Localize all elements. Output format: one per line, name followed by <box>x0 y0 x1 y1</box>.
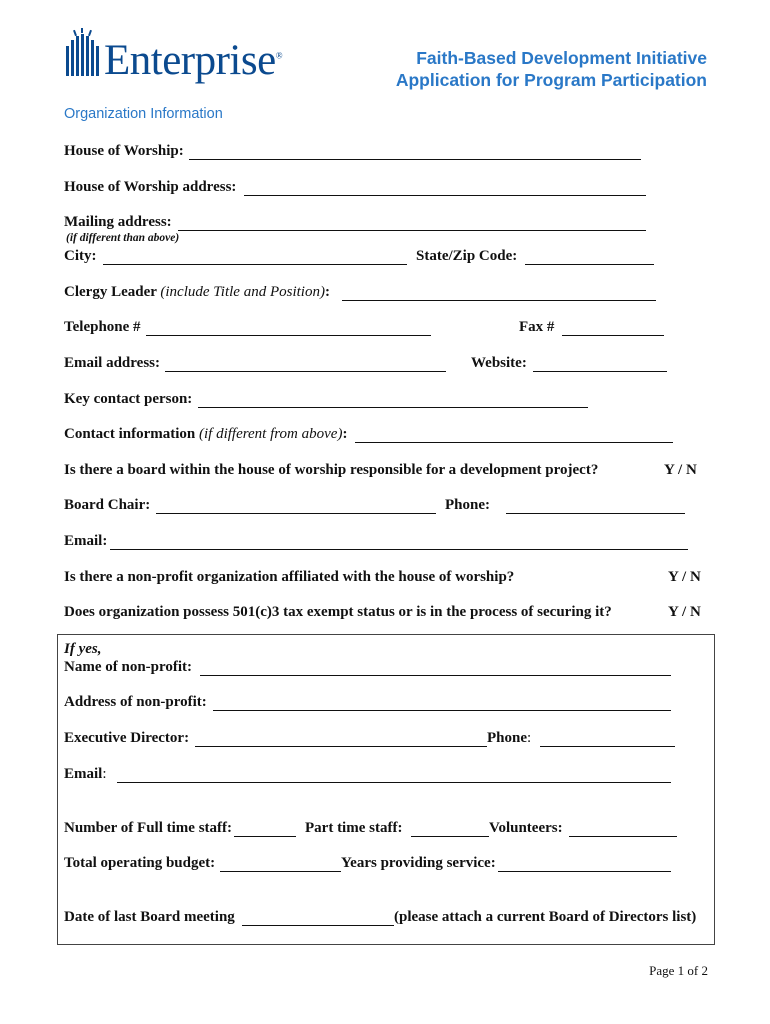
nonprofit-name-field[interactable] <box>200 659 671 676</box>
board-chair-label: Board Chair: <box>64 497 151 513</box>
board-yes-no[interactable]: Y / N <box>664 462 697 478</box>
logo-wordmark: Enterprise® <box>104 37 283 84</box>
executive-director-field[interactable] <box>195 730 487 747</box>
board-phone-label: Phone: <box>445 497 490 513</box>
sunburst-logo-icon <box>64 28 104 80</box>
tax-exempt-yes-no[interactable]: Y / N <box>668 604 701 620</box>
nonprofit-question: Is there a non-profit organization affiliated with the house of worship? <box>64 569 515 585</box>
operating-budget-label: Total operating budget: <box>64 855 216 871</box>
board-chair-field[interactable] <box>156 497 436 514</box>
board-meeting-note: (please attach a current Board of Directors list) <box>394 909 697 925</box>
years-service-label: Years providing service: <box>341 855 496 871</box>
nonprofit-address-field[interactable] <box>213 694 671 711</box>
email-address-field[interactable] <box>165 355 446 372</box>
mailing-address-label: Mailing address: <box>64 214 172 230</box>
website-label: Website: <box>471 355 527 371</box>
nonprofit-name-label: Name of non-profit: <box>64 659 193 675</box>
part-time-staff-label: Part time staff: <box>305 820 403 836</box>
clergy-leader-field[interactable] <box>342 284 656 301</box>
fax-label: Fax # <box>519 319 555 335</box>
board-question: Is there a board within the house of worship responsible for a development project? <box>64 462 599 478</box>
board-meeting-label: Date of last Board meeting <box>64 909 235 925</box>
board-meeting-field[interactable] <box>242 909 394 926</box>
volunteers-field[interactable] <box>569 820 677 837</box>
state-zip-field[interactable] <box>525 248 654 265</box>
state-zip-label: State/Zip Code: <box>416 248 518 264</box>
key-contact-field[interactable] <box>198 391 588 408</box>
house-of-worship-field[interactable] <box>189 143 641 160</box>
volunteers-label: Volunteers: <box>489 820 563 836</box>
page-number: Page 1 of 2 <box>649 963 708 978</box>
website-field[interactable] <box>533 355 667 372</box>
mailing-address-note: (if different than above) <box>66 232 180 244</box>
form-title-line1: Faith-Based Development Initiative <box>416 48 707 68</box>
section-title: Organization Information <box>64 106 223 122</box>
city-field[interactable] <box>103 248 407 265</box>
telephone-field[interactable] <box>146 319 431 336</box>
operating-budget-field[interactable] <box>220 855 341 872</box>
board-phone-field[interactable] <box>506 497 685 514</box>
form-title-line2: Application for Program Participation <box>395 70 707 90</box>
mailing-address-field[interactable] <box>178 214 646 231</box>
key-contact-label: Key contact person: <box>64 391 193 407</box>
house-of-worship-address-field[interactable] <box>244 179 646 196</box>
executive-director-label: Executive Director: <box>64 730 190 746</box>
nonprofit-yes-no[interactable]: Y / N <box>668 569 701 585</box>
telephone-label: Telephone # <box>64 319 141 335</box>
contact-info-field[interactable] <box>355 426 673 443</box>
nonprofit-email-label: Email: <box>64 766 107 782</box>
clergy-leader-label: Clergy Leader (include Title and Position): <box>64 284 330 300</box>
full-time-staff-label: Number of Full time staff: <box>64 820 233 836</box>
house-of-worship-label: House of Worship: <box>64 143 184 159</box>
email-address-label: Email address: <box>64 355 160 371</box>
email-label: Email: <box>64 533 108 549</box>
nonprofit-phone-label: Phone: <box>487 730 532 746</box>
fax-field[interactable] <box>562 319 664 336</box>
years-service-field[interactable] <box>498 855 671 872</box>
full-time-staff-field[interactable] <box>234 820 296 837</box>
contact-info-label: Contact information (if different from above): <box>64 426 348 442</box>
house-of-worship-address-label: House of Worship address: <box>64 179 237 195</box>
nonprofit-address-label: Address of non-profit: <box>64 694 207 710</box>
part-time-staff-field[interactable] <box>411 820 489 837</box>
nonprofit-email-field[interactable] <box>117 766 671 783</box>
email-field[interactable] <box>110 533 688 550</box>
nonprofit-phone-field[interactable] <box>540 730 675 747</box>
if-yes-label: If yes, <box>64 641 102 657</box>
tax-exempt-question: Does organization possess 501(c)3 tax exempt status or is in the process of securing it? <box>64 604 612 620</box>
city-label: City: <box>64 248 97 264</box>
